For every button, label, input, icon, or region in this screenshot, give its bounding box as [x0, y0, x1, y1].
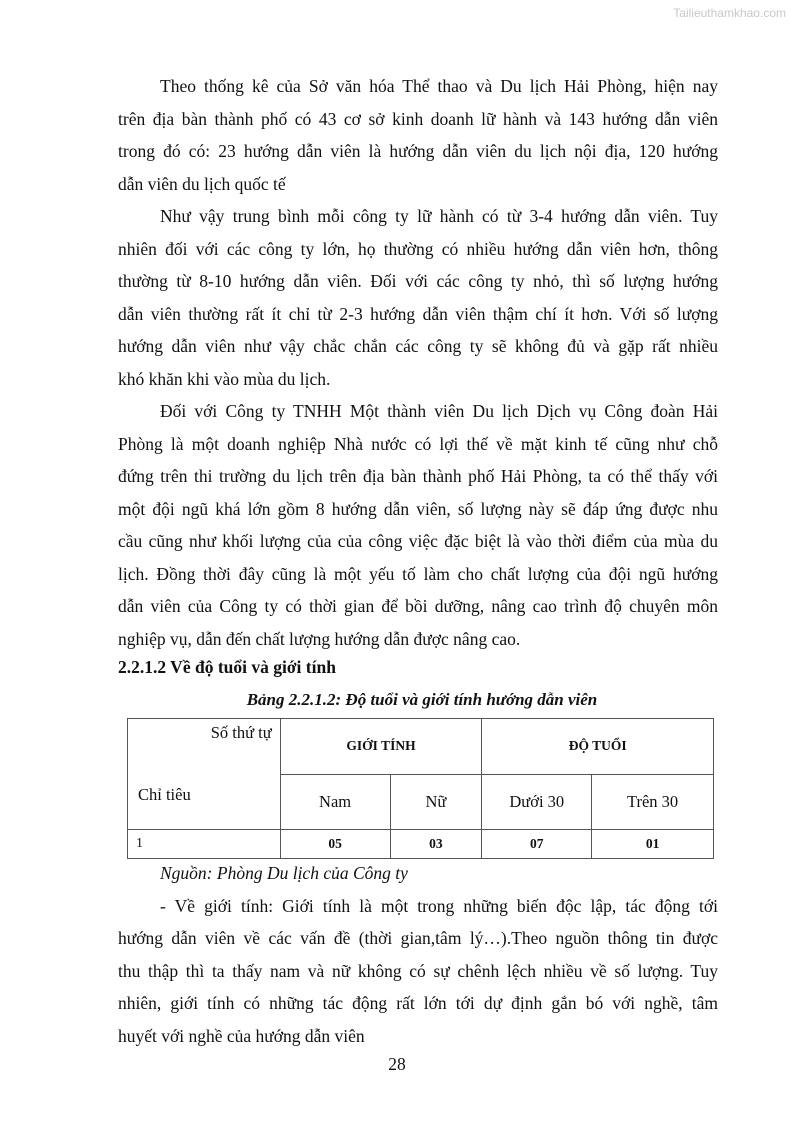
text-line: khó khăn khi vào mùa du lịch. [118, 369, 331, 389]
text-line: - Về giới tính: Giới tính là một trong những biến độc lập, tác động tới [160, 896, 718, 916]
text-line: thường từ 8-10 hướng dẫn viên. Đối với các công ty nhỏ, thì số lượng hướng [118, 271, 718, 291]
watermark: Tailieuthamkhao.com [673, 6, 786, 20]
text-line: đứng trên thi trường du lịch trên địa bàn thành phố Hải Phòng, ta có thể thấy với [118, 466, 718, 486]
text-line: dẫn viên du lịch quốc tế [118, 174, 286, 194]
text-line: hướng dẫn viên như vậy chắc chắn các công ty sẽ không đủ và gặp rất nhiều [118, 336, 718, 356]
text-line: dẫn viên thường rất ít chỉ từ 2-3 hướng dẫn viên thậm chí ít hơn. Với số lượng [118, 304, 718, 324]
table-cell: 03 [390, 830, 482, 859]
table-cell: 1 [128, 830, 281, 859]
sub-header: Trên 30 [592, 774, 714, 830]
text-line: nghiệp vụ, dẫn đến chất lượng hướng dẫn được nâng cao. [118, 629, 521, 649]
table-caption: Bảng 2.2.1.2: Độ tuổi và giới tính hướng dẫn viên [246, 690, 598, 709]
table-cell: 05 [280, 830, 390, 859]
text-line: dẫn viên của Công ty có thời gian để bồi dưỡng, nâng cao trình độ chuyên môn [118, 596, 718, 616]
text-line: nhiên đối với các công ty lớn, họ thường có nhiều hướng dẫn viên hơn, thông [118, 239, 718, 259]
text-line: nhiên, giới tính có những tác động rất lớn tới dự định gắn bó với nghề, tâm [118, 993, 718, 1013]
text-line: Đối với Công ty TNHH Một thành viên Du lịch Dịch vụ Công đoàn Hải [160, 401, 718, 421]
text-line: cầu cũng như khối lượng của của công việc đặc biệt là vào thời điểm của mùa du [118, 531, 718, 551]
table-cell: 01 [592, 830, 714, 859]
text-line: hướng dẫn viên về các vấn đề (thời gian,tâm lý…).Theo nguồn thông tin được [118, 928, 718, 948]
group-header-age: ĐỘ TUỔI [482, 719, 714, 775]
text-line: một đội ngũ khá lớn gồm 8 hướng dẫn viên, số lượng này sẽ đáp ứng được nhu [118, 499, 718, 519]
corner-cell [128, 719, 281, 830]
table-row [128, 830, 714, 859]
text-line: Như vậy trung bình mỗi công ty lữ hành có từ 3-4 hướng dẫn viên. Tuy [160, 206, 718, 226]
group-header-gender: GIỚI TÍNH [280, 719, 482, 775]
sub-header: Nam [280, 774, 390, 830]
text-line: thu thập thì ta thấy nam và nữ không có sự chênh lệch nhiều về số lượng. Tuy [118, 961, 718, 981]
sub-header: Nữ [390, 774, 482, 830]
text-line: Theo thống kê của Sở văn hóa Thể thao và Du lịch Hải Phòng, hiện nay [160, 76, 718, 96]
table-cell: 07 [482, 830, 592, 859]
text-line: trên địa bàn thành phố có 43 cơ sở kinh doanh lữ hành và 143 hướng dẫn viên [118, 109, 718, 129]
text-line: Phòng là một doanh nghiệp Nhà nước có lợi thế về mặt kinh tế cũng như chỗ [118, 434, 718, 454]
text-line: huyết với nghề của hướng dẫn viên [118, 1026, 365, 1046]
section-heading: 2.2.1.2 Về độ tuổi và giới tính [118, 657, 336, 677]
page-number: 28 [388, 1054, 406, 1074]
table-source: Nguồn: Phòng Du lịch của Công ty [160, 863, 408, 883]
sub-header: Dưới 30 [482, 774, 592, 830]
corner-top-label: Số thứ tự [210, 723, 272, 742]
text-line: trong đó có: 23 hướng dẫn viên là hướng dẫn viên du lịch nội địa, 120 hướng [118, 141, 718, 161]
corner-bottom-label: Chỉ tiêu [138, 785, 191, 804]
text-line: lịch. Đồng thời đây cũng là một yếu tố làm cho chất lượng của đội ngũ hướng [118, 564, 718, 584]
age-gender-table [127, 718, 714, 859]
